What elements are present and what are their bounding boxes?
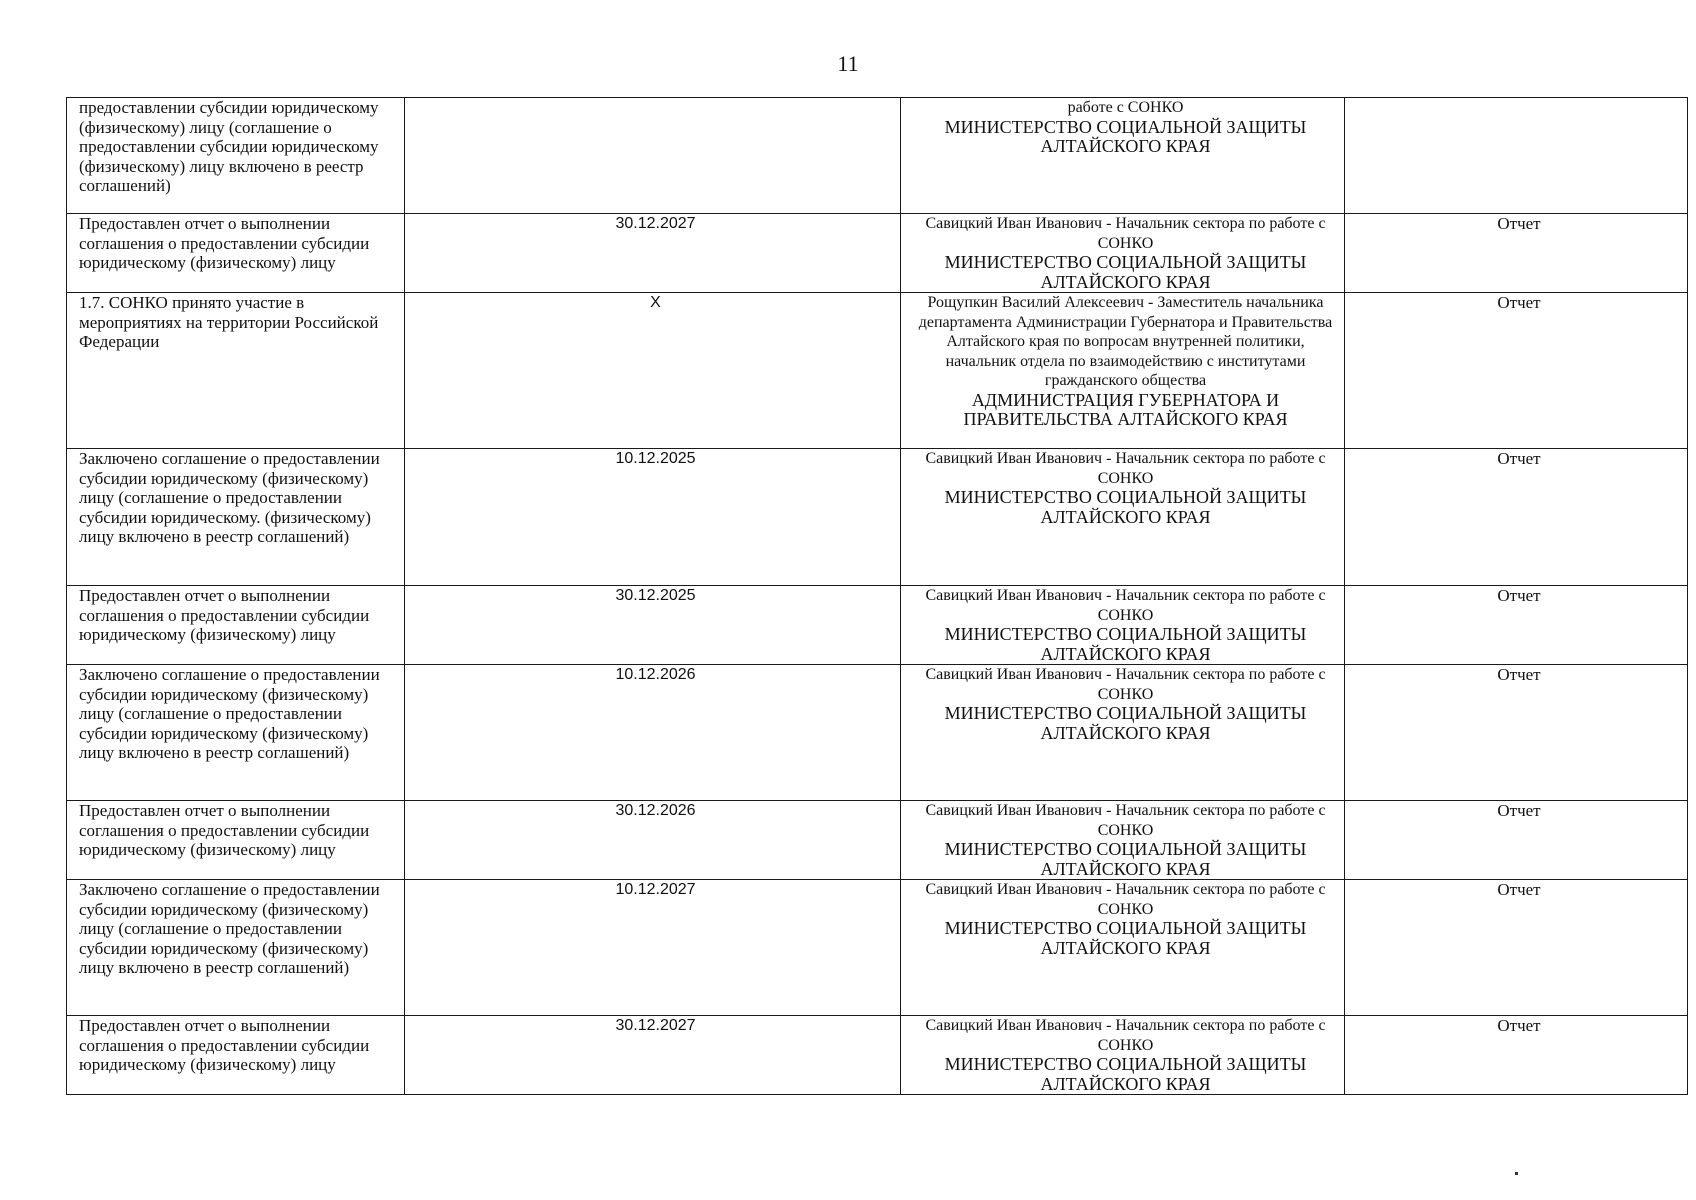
result-cell — [1345, 98, 1688, 214]
responsible-person: Савицкий Иван Иванович - Начальник сектора по работе с СОНКО — [925, 881, 1326, 918]
responsible-cell — [901, 214, 1345, 293]
event-cell: Предоставлен отчет о выполнении соглашения о предоставлении субсидии юридическому (физическому) лицу — [67, 214, 405, 293]
responsible-cell — [901, 586, 1345, 665]
result-cell: Отчет — [1345, 665, 1688, 801]
table-row — [67, 1016, 1688, 1095]
event-cell: Предоставлен отчет о выполнении соглашения о предоставлении субсидии юридическому (физическому) лицу — [67, 801, 405, 880]
responsible-organization: АДМИНИСТРАЦИЯ ГУБЕРНАТОРА И ПРАВИТЕЛЬСТВА АЛТАЙСКОГО КРАЯ — [963, 389, 1288, 429]
table-row — [67, 293, 1688, 449]
result-cell: Отчет — [1345, 293, 1688, 449]
date-cell: 30.12.2027 — [405, 1016, 901, 1095]
responsible-organization: МИНИСТЕРСТВО СОЦИАЛЬНОЙ ЗАЩИТЫ АЛТАЙСКОГО КРАЯ — [944, 624, 1307, 664]
date-cell: 10.12.2027 — [405, 880, 901, 1016]
responsible-person: Савицкий Иван Иванович - Начальник сектора по работе с СОНКО — [925, 450, 1326, 487]
responsible-organization: МИНИСТЕРСТВО СОЦИАЛЬНОЙ ЗАЩИТЫ АЛТАЙСКОГО КРАЯ — [944, 703, 1307, 743]
date-cell: 10.12.2026 — [405, 665, 901, 801]
scan-speck — [1515, 1172, 1518, 1175]
responsible-organization: МИНИСТЕРСТВО СОЦИАЛЬНОЙ ЗАЩИТЫ АЛТАЙСКОГО КРАЯ — [944, 487, 1307, 527]
table-row — [67, 880, 1688, 1016]
responsible-organization: МИНИСТЕРСТВО СОЦИАЛЬНОЙ ЗАЩИТЫ АЛТАЙСКОГО КРАЯ — [944, 116, 1307, 156]
plan-table — [66, 97, 1688, 1095]
responsible-organization: МИНИСТЕРСТВО СОЦИАЛЬНОЙ ЗАЩИТЫ АЛТАЙСКОГО КРАЯ — [944, 252, 1307, 292]
responsible-person: Рощупкин Василий Алексеевич - Заместитель начальника департамента Администрации Губернатора и Правительства Алтайского края по вопросам внутренней политики, начальник отдела по взаимодействию с институтами гражданского общества — [918, 294, 1333, 389]
responsible-cell — [901, 665, 1345, 801]
table-row — [67, 98, 1688, 214]
responsible-cell — [901, 801, 1345, 880]
date-cell: 30.12.2027 — [405, 214, 901, 293]
responsible-cell — [901, 98, 1345, 214]
result-cell: Отчет — [1345, 880, 1688, 1016]
responsible-person: Савицкий Иван Иванович - Начальник сектора по работе с СОНКО — [925, 802, 1326, 839]
responsible-cell — [901, 880, 1345, 1016]
result-cell: Отчет — [1345, 214, 1688, 293]
date-cell: X — [405, 293, 901, 449]
date-cell: 30.12.2026 — [405, 801, 901, 880]
event-cell: Предоставлен отчет о выполнении соглашения о предоставлении субсидии юридическому (физическому) лицу — [67, 586, 405, 665]
responsible-organization: МИНИСТЕРСТВО СОЦИАЛЬНОЙ ЗАЩИТЫ АЛТАЙСКОГО КРАЯ — [944, 839, 1307, 879]
event-cell: Заключено соглашение о предоставлении субсидии юридическому (физическому) лицу (соглашение о предоставлении субсидии юридическому (физическому) лицу включено в реестр соглашений) — [67, 665, 405, 801]
table-row — [67, 665, 1688, 801]
result-cell: Отчет — [1345, 1016, 1688, 1095]
event-cell: Предоставлен отчет о выполнении соглашения о предоставлении субсидии юридическому (физическому) лицу — [67, 1016, 405, 1095]
event-cell: предоставлении субсидии юридическому (физическому) лицу (соглашение о предоставлении субсидии юридическому (физическому) лицу включено в реестр соглашений) — [67, 98, 405, 214]
responsible-person: Савицкий Иван Иванович - Начальник сектора по работе с СОНКО — [925, 215, 1326, 252]
event-cell: Заключено соглашение о предоставлении субсидии юридическому (физическому) лицу (соглашение о предоставлении субсидии юридическому. (физическому) лицу включено в реестр соглашений) — [67, 449, 405, 586]
date-cell: 10.12.2025 — [405, 449, 901, 586]
responsible-cell — [901, 449, 1345, 586]
plan-table-body — [67, 98, 1688, 1095]
result-cell: Отчет — [1345, 801, 1688, 880]
date-cell — [405, 98, 901, 214]
responsible-person: Савицкий Иван Иванович - Начальник сектора по работе с СОНКО — [925, 666, 1326, 703]
date-cell: 30.12.2025 — [405, 586, 901, 665]
table-row — [67, 801, 1688, 880]
responsible-organization: МИНИСТЕРСТВО СОЦИАЛЬНОЙ ЗАЩИТЫ АЛТАЙСКОГО КРАЯ — [944, 918, 1307, 958]
table-row — [67, 449, 1688, 586]
result-cell: Отчет — [1345, 586, 1688, 665]
event-cell: Заключено соглашение о предоставлении субсидии юридическому (физическому) лицу (соглашение о предоставлении субсидии юридическому (физическому) лицу включено в реестр соглашений) — [67, 880, 405, 1016]
event-cell: 1.7. СОНКО принято участие в мероприятиях на территории Российской Федерации — [67, 293, 405, 449]
result-cell: Отчет — [1345, 449, 1688, 586]
page-number: 11 — [837, 51, 859, 76]
responsible-cell — [901, 1016, 1345, 1095]
table-row — [67, 214, 1688, 293]
responsible-organization: МИНИСТЕРСТВО СОЦИАЛЬНОЙ ЗАЩИТЫ АЛТАЙСКОГО КРАЯ — [944, 1054, 1307, 1094]
responsible-cell — [901, 293, 1345, 449]
responsible-person: работе с СОНКО — [1067, 99, 1184, 116]
responsible-person: Савицкий Иван Иванович - Начальник сектора по работе с СОНКО — [925, 587, 1326, 624]
table-row — [67, 586, 1688, 665]
responsible-person: Савицкий Иван Иванович - Начальник сектора по работе с СОНКО — [925, 1017, 1326, 1054]
